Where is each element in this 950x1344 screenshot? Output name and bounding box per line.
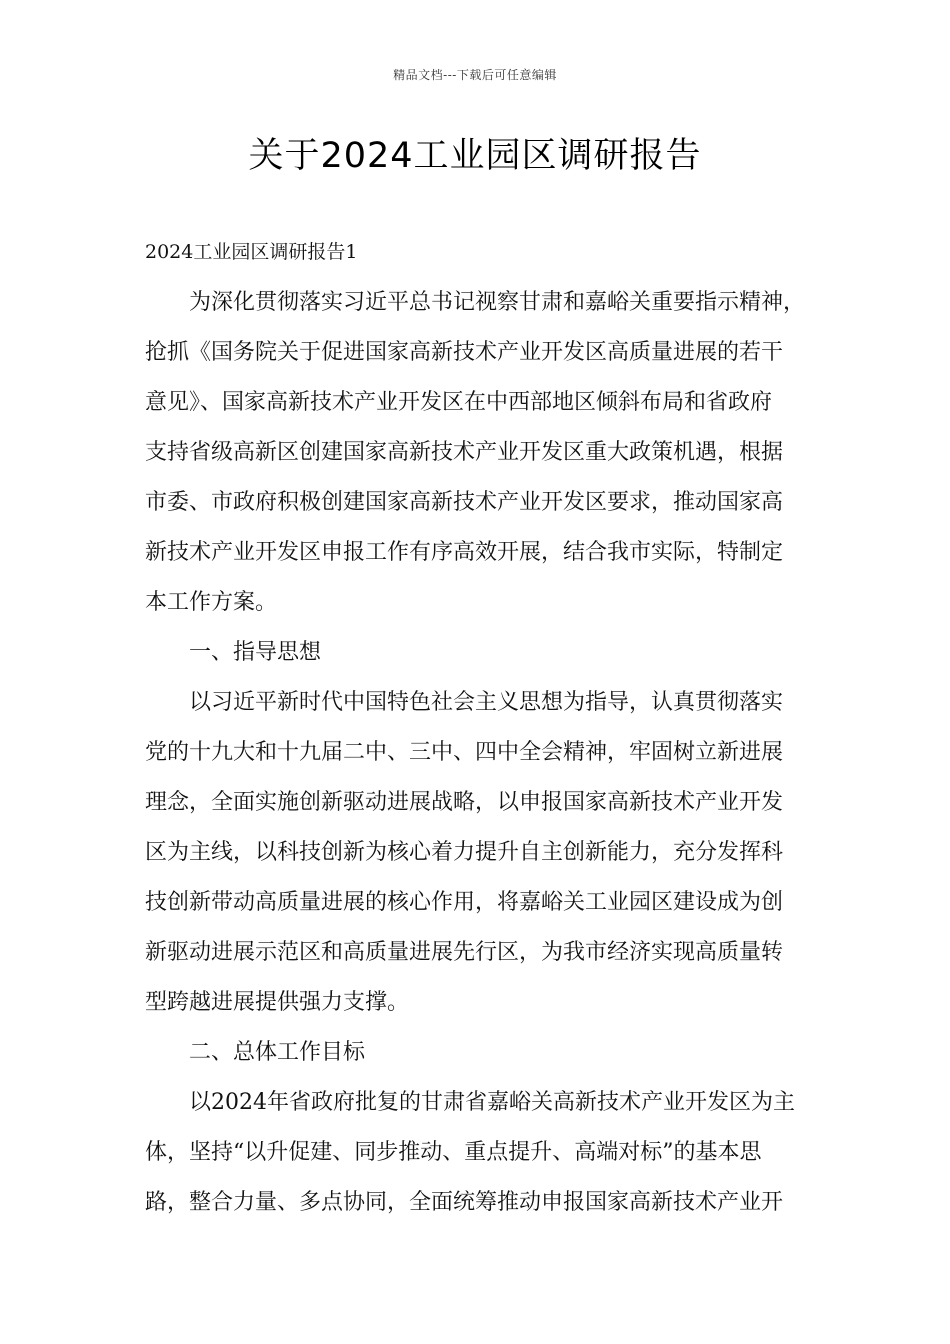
page-header-note: 精品文档---下载后可任意编辑: [393, 68, 557, 82]
body-line: 抢抓《国务院关于促进国家高新技术产业开发区高质量进展的若干: [145, 340, 784, 365]
body-line: 二、总体工作目标: [189, 1040, 366, 1065]
body-line: 党的十九大和十九届二中、三中、四中全会精神，牢固树立新进展: [145, 740, 784, 765]
report-subtitle: 2024工业园区调研报告1: [145, 241, 358, 263]
body-line: 以2024年省政府批复的甘肃省嘉峪关高新技术产业开发区为主: [189, 1090, 795, 1115]
body-line: 体，坚持“以升促建、同步推动、重点提升、高端对标”的基本思: [145, 1140, 762, 1165]
body-line: 一、指导思想: [189, 640, 322, 665]
body-line: 技创新带动高质量进展的核心作用，将嘉峪关工业园区建设成为创: [145, 890, 784, 915]
body-line: 支持省级高新区创建国家高新技术产业开发区重大政策机遇，根据: [145, 440, 784, 465]
body-line: 市委、市政府积极创建国家高新技术产业开发区要求，推动国家高: [145, 490, 784, 515]
body-line: 本工作方案。: [145, 590, 278, 615]
body-line: 路，整合力量、多点协同，全面统筹推动申报国家高新技术产业开: [145, 1190, 784, 1215]
document-body: [145, 232, 810, 1228]
body-line: 以习近平新时代中国特色社会主义思想为指导，认真贯彻落实: [189, 690, 784, 715]
body-line: 区为主线，以科技创新为核心着力提升自主创新能力，充分发挥科: [145, 840, 784, 865]
body-line: 新驱动进展示范区和高质量进展先行区，为我市经济实现高质量转: [145, 940, 784, 965]
body-line: 新技术产业开发区申报工作有序高效开展，结合我市实际，特制定: [145, 540, 784, 565]
document-title: 关于2024工业园区调研报告: [248, 136, 702, 176]
body-line: 意见》、国家高新技术产业开发区在中西部地区倾斜布局和省政府: [145, 390, 773, 415]
body-line: 型跨越进展提供强力支撑。: [145, 990, 410, 1015]
body-line: 理念，全面实施创新驱动进展战略，以申报国家高新技术产业开发: [145, 790, 784, 815]
body-text: [145, 278, 810, 1228]
body-line: 为深化贯彻落实习近平总书记视察甘肃和嘉峪关重要指示精神，: [189, 290, 806, 315]
